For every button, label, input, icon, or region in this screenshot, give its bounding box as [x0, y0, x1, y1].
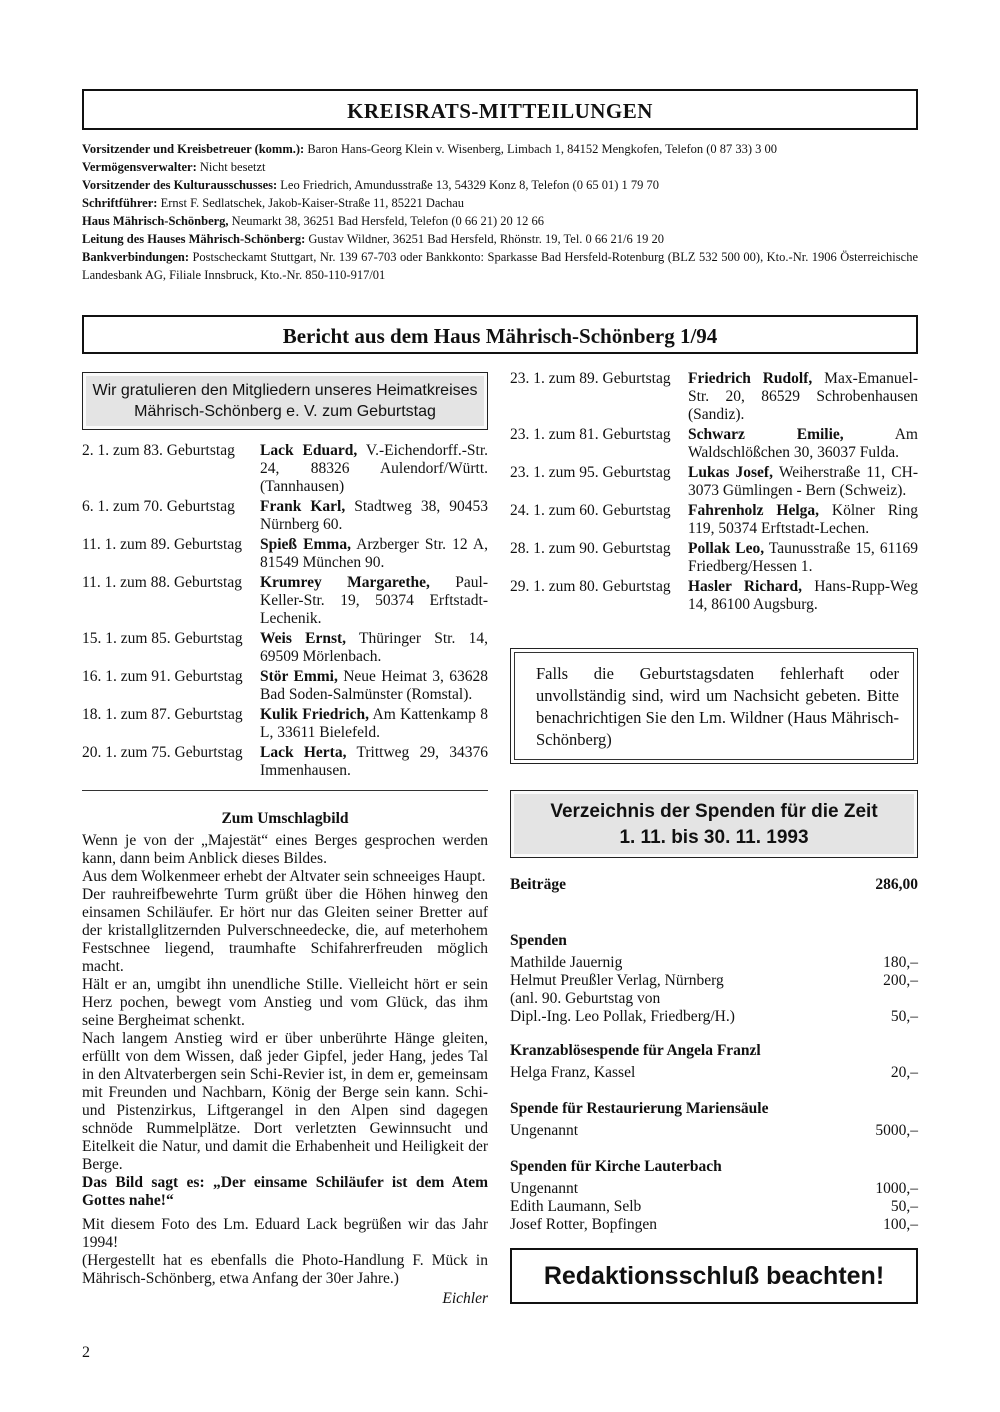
birthday-list-left [82, 442, 488, 782]
spenden-row: Ungenannt 1000,– [510, 1180, 918, 1197]
beitraege-row: Beiträge 286,00 [510, 876, 918, 893]
birthday-entry: 2. 1. zum 83. Geburtstag Lack Eduard, V.-Eichendorff.-Str. 24, 88326 Aulendorf/Württ. (Tannhausen) [82, 442, 488, 495]
spenden-row: Helmut Preußler Verlag, Nürnberg 200,– [510, 972, 918, 989]
spenden-title-line2: 1. 11. bis 30. 11. 1993 [619, 827, 809, 848]
spenden-section-title: Kranzablösespende für Angela Franzl [510, 1042, 761, 1059]
article-paragraph: Der rauhreifbewehrte Turm grüßt über die Höhen hinweg den einsamen Schiläufer. Er hört nur das Gleiten seiner Bretter auf der kristallglitzernden Pulverschneedecke, die, auf meterhohem Festschnee liegend, traumhafte Schifahrerfreuden möglich macht. [82, 886, 488, 975]
article-paragraph: Hält er an, umgibt ihn unendliche Stille. Vielleicht hört er sein Herz pochen, bewegt vom Anstieg und vom Glück, das ihm seine Bergheimat schenkt. [82, 976, 488, 1029]
article-heading: Zum Umschlagbild [221, 810, 349, 827]
birthday-entry: 6. 1. zum 70. Geburtstag Frank Karl, Stadtweg 38, 90453 Nürnberg 60. [82, 498, 488, 533]
spenden-row: Ungenannt 5000,– [510, 1122, 918, 1139]
umschlagbild-article [82, 810, 488, 1308]
info-line: Bankverbindungen: Postscheckamt Stuttgart, Nr. 139 67-703 oder Bankkonto: Sparkasse Bad Hersfeld-Rotenburg (BLZ 532 500 00), Kto.-Nr. 1906 Österreichische Landesbank AG, Filiale Innsbruck, Kto.-Nr. 850-110-917/01 [82, 250, 918, 282]
spenden-row: Edith Laumann, Selb 50,– [510, 1198, 918, 1215]
article-signature: Eichler [442, 1290, 488, 1307]
birthday-list-right [510, 370, 918, 616]
article-closing: Mit diesem Foto des Lm. Eduard Lack begrüßen wir das Jahr 1994! [82, 1216, 488, 1251]
article-paragraph: Nach langem Anstieg wird er über unberührte Hänge gleiten, erfüllt von dem Wissen, daß jeder Gipfel, jeder Hang, jedes Tal in den Altvaterbergen sein Schi-Revier ist, in dem er, gemeinsam mit Freunden und Nachbarn, König der Berge sein kann. Schi- und Pistenzirkus, Liftgerangel in den Alpen sind dagegen schnöde Rummelplätze. Dort verletzten Gewinnsucht und Eitelkeit die Natur, und damit die Erhabenheit und Heiligkeit der Berge. [82, 1030, 488, 1173]
article-closing: (Hergestellt hat es ebenfalls die Photo-Handlung F. Mück in Mährisch-Schönberg, etwa Anfang der 30er Jahre.) [82, 1252, 488, 1287]
spenden-row: Helga Franz, Kassel 20,– [510, 1064, 918, 1081]
birthday-entry: 18. 1. zum 87. Geburtstag Kulik Friedrich, Am Kattenkamp 8 L, 33611 Bielefeld. [82, 706, 488, 741]
birthday-entry: 23. 1. zum 89. Geburtstag Friedrich Rudolf, Max-Emanuel-Str. 20, 86529 Schrobenhausen (Sandiz). [510, 370, 919, 423]
spenden-section-title: Spenden [510, 932, 567, 949]
article-paragraph: Wenn je von der „Majestät“ eines Berges gesprochen werden kann, dann beim Anblick dieses Bildes. [82, 832, 488, 867]
birthday-entry: 23. 1. zum 81. Geburtstag Schwarz Emilie, Am Waldschlößchen 30, 36037 Fulda. [510, 426, 918, 461]
birthday-entry: 29. 1. zum 80. Geburtstag Hasler Richard, Hans-Rupp-Weg 14, 86100 Augsburg. [510, 578, 918, 613]
kreisrats-info [82, 140, 918, 284]
notice-box: Falls die Geburtstagsdaten fehlerhaft oder unvollständig sind, wird um Nachsicht gebeten. Bitte benachrichtigen Sie den Lm. Wildner (Haus Mährisch-Schönberg) [510, 648, 918, 764]
page-number: 2 [82, 1344, 90, 1361]
spenden-row: Mathilde Jauernig 180,– [510, 954, 918, 971]
birthday-entry: 11. 1. zum 88. Geburtstag Krumrey Margarethe, Paul-Keller-Str. 19, 50374 Erftstadt-Lechenik. [82, 574, 488, 627]
spenden-row: (anl. 90. Geburtstag von [510, 990, 661, 1007]
info-line: Vermögensverwalter: Nicht besetzt [82, 160, 266, 174]
birthday-entry: 16. 1. zum 91. Geburtstag Stör Emmi, Neue Heimat 3, 63628 Bad Soden-Salmünster (Romstal). [82, 668, 488, 703]
spenden-section-title: Spende für Restaurierung Mariensäule [510, 1100, 769, 1117]
spenden-title-line1: Verzeichnis der Spenden für die Zeit [550, 801, 878, 822]
info-line: Leitung des Hauses Mährisch-Schönberg: Gustav Wildner, 36251 Bad Hersfeld, Rhönstr. 19, Tel. 0 66 21/6 19 20 [82, 232, 665, 246]
birthday-entry: 28. 1. zum 90. Geburtstag Pollak Leo, Taunusstraße 15, 61169 Friedberg/Hessen 1. [510, 540, 918, 575]
birthday-entry: 23. 1. zum 95. Geburtstag Lukas Josef, Weiherstraße 11, CH-3073 Gümlingen - Bern (Schweiz). [510, 464, 919, 499]
gratulation-box: Wir gratulieren den Mitgliedern unseres Heimatkreises Mährisch-Schönberg e. V. zum Geburtstag [82, 372, 488, 430]
divider [82, 790, 488, 791]
birthday-entry: 24. 1. zum 60. Geburtstag Fahrenholz Helga, Kölner Ring 119, 50374 Erftstadt-Lechen. [510, 502, 918, 537]
bericht-title: Bericht aus dem Haus Mährisch-Schönberg 1/94 [82, 315, 918, 354]
spenden-title-box [510, 790, 918, 858]
redaktionsschluss-box: Redaktionsschluß beachten! [510, 1248, 918, 1304]
birthday-entry: 15. 1. zum 85. Geburtstag Weis Ernst, Thüringer Str. 14, 69509 Mörlenbach. [82, 630, 488, 665]
info-line: Vorsitzender des Kulturausschusses: Leo Friedrich, Amundusstraße 13, 54329 Konz 8, Telefon (0 65 01) 1 79 70 [82, 178, 659, 192]
article-bold-quote: Das Bild sagt es: „Der einsame Schiläufer ist dem Atem Gottes nahe!“ [82, 1174, 488, 1209]
kreisrats-title: KREISRATS-MITTEILUNGEN [82, 89, 918, 130]
spenden-row: Josef Rotter, Bopfingen 100,– [510, 1216, 918, 1233]
info-line: Vorsitzender und Kreisbetreuer (komm.): Baron Hans-Georg Klein v. Wisenberg, Limbach 1, 84152 Mengkofen, Telefon (0 87 33) 3 00 [82, 142, 778, 156]
spenden-row: Dipl.-Ing. Leo Pollak, Friedberg/H.) 50,– [510, 1008, 918, 1025]
info-line: Haus Mährisch-Schönberg, Neumarkt 38, 36251 Bad Hersfeld, Telefon (0 66 21) 20 12 66 [82, 214, 545, 228]
spenden-list [510, 876, 918, 1234]
birthday-entry: 20. 1. zum 75. Geburtstag Lack Herta, Trittweg 29, 34376 Immenhausen. [82, 744, 488, 779]
info-line: Schriftführer: Ernst F. Sedlatschek, Jakob-Kaiser-Straße 11, 85221 Dachau [82, 196, 464, 210]
birthday-entry: 11. 1. zum 89. Geburtstag Spieß Emma, Arzberger Str. 12 A, 81549 München 90. [82, 536, 488, 571]
spenden-section-title: Spenden für Kirche Lauterbach [510, 1158, 722, 1175]
article-paragraph: Aus dem Wolkenmeer erhebt der Altvater sein schneeiges Haupt. [82, 868, 486, 885]
